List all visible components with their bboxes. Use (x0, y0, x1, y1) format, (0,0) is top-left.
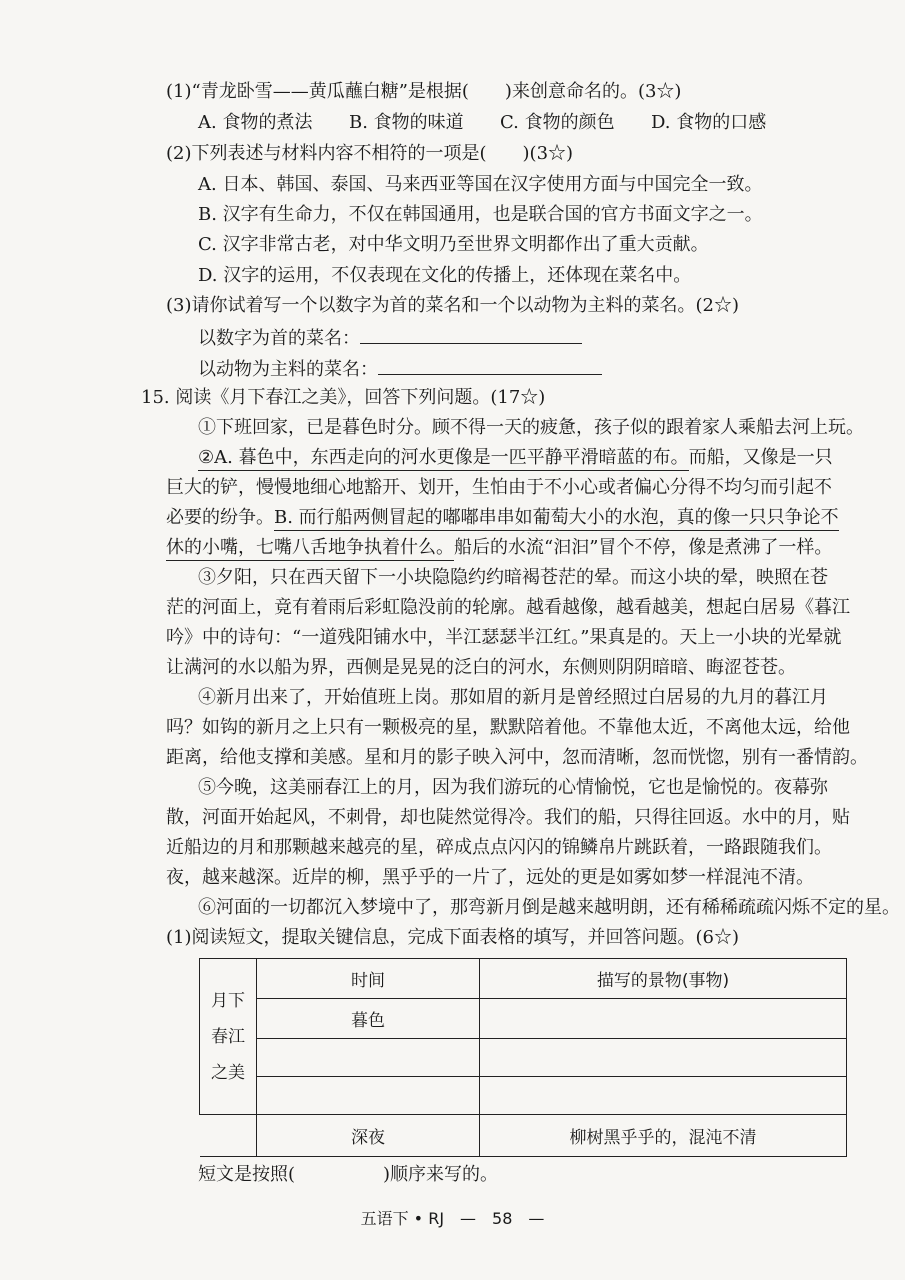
paragraph-2-line-4 (166, 536, 832, 560)
paragraph-2-line-3 (166, 506, 839, 530)
animal-dish-answer-line[interactable] (378, 356, 602, 375)
q14-part2-option-b: B. 汉字有生命力，不仅在韩国通用，也是联合国的官方书面文字之一。 (198, 204, 763, 225)
number-dish-row (198, 325, 582, 351)
row-label-2: 春江 (211, 1026, 245, 1047)
table-row-label (200, 959, 257, 1115)
paragraph-4-line-3: 距离，给他支撑和美感。星和月的影子映入河中，忽而清晰，忽而恍惚，别有一番情韵。 (166, 747, 868, 768)
q15-title: 15. 阅读《月下春江之美》，回答下列问题。(17☆) (141, 387, 546, 408)
paragraph-5-line-4: 夜，越来越深。近岸的柳，黑乎乎的一片了，远处的更是如雾如梦一样混沌不清。 (166, 867, 814, 888)
paragraph-4-line-2: 吗？如钩的新月之上只有一颗极亮的星，默默陪着他。不靠他太近，不离他太远，给他 (166, 717, 850, 738)
option-c: C. 食物的颜色 (500, 112, 615, 133)
row-label-1: 月下 (211, 990, 245, 1011)
scene-cell-4: 柳树黑乎乎的，混沌不清 (480, 1115, 847, 1157)
underlined-sentence-a: ②A. 暮色中，东西走向的河水更像是一匹平静平滑暗蓝的布。 (198, 447, 689, 471)
header-time: 时间 (257, 959, 480, 999)
number-dish-label: 以数字为首的菜名： (198, 328, 360, 349)
paragraph-1: ①下班回家，已是暮色时分。顾不得一天的疲惫，孩子似的跟着家人乘船去河上玩。 (198, 417, 864, 438)
table-corner (200, 1115, 257, 1157)
paragraph-5-line-2: 散，河面开始起风，不刺骨，却也陡然觉得冷。我们的船，只得往回返。水中的月，贴 (166, 807, 850, 828)
paragraph-3-line-2: 茫的河面上，竟有着雨后彩虹隐没前的轮廓。越看越像，越看越美，想起白居易《暮江 (166, 597, 850, 618)
number-dish-answer-line[interactable] (360, 325, 582, 344)
paragraph-2-text: 而船，又像是一只 (688, 447, 833, 468)
underlined-sentence-b-end: 休的小嘴，七嘴八舌地争执着什么。 (166, 537, 454, 561)
q14-part2-option-c: C. 汉字非常古老，对中华文明乃至世界文明都作出了重大贡献。 (198, 234, 709, 255)
q15-part1-stem: (1)阅读短文，提取关键信息，完成下面表格的填写，并回答问题。(6☆) (166, 927, 739, 948)
scene-cell-1[interactable] (480, 999, 847, 1039)
option-d: D. 食物的口感 (651, 112, 767, 133)
row-label-3: 之美 (211, 1062, 245, 1083)
page-footer: 五语下 • RJ — 58 — (360, 1209, 545, 1228)
time-cell-1: 暮色 (257, 999, 480, 1039)
paragraph-2-line-1 (198, 446, 833, 470)
animal-dish-label: 以动物为主料的菜名： (198, 359, 378, 380)
header-scene: 描写的景物(事物) (480, 959, 847, 999)
animal-dish-row (198, 356, 602, 382)
q14-part1-options (198, 111, 766, 135)
time-cell-2[interactable] (257, 1039, 480, 1077)
paragraph-5-line-1: ⑤今晚，这美丽春江上的月，因为我们游玩的心情愉悦，它也是愉悦的。夜幕弥 (198, 777, 828, 798)
option-a: A. 食物的煮法 (198, 112, 313, 133)
q14-part2-stem: (2)下列表述与材料内容不相符的一项是( )(3☆) (166, 143, 574, 164)
paragraph-2-text: 船后的水流“汩汩”冒个不停，像是煮沸了一样。 (454, 537, 833, 558)
paragraph-6: ⑥河面的一切都沉入梦境中了，那弯新月倒是越来越明朗，还有稀稀疏疏闪烁不定的星。 (198, 897, 900, 918)
order-question-text-a: 短文是按照( (198, 1164, 296, 1185)
paragraph-5-line-3: 近船边的月和那颗越来越亮的星，碎成点点闪闪的锦鳞帛片跳跃着，一路跟随我们。 (166, 837, 832, 858)
q14-part3-stem: (3)请你试着写一个以数字为首的菜名和一个以动物为主料的菜名。(2☆) (166, 295, 739, 316)
q14-part1-stem: (1)“青龙卧雪——黄瓜蘸白糖”是根据( )来创意命名的。(3☆) (166, 81, 682, 102)
scene-cell-3[interactable] (480, 1077, 847, 1115)
info-table (199, 958, 847, 1156)
paragraph-2-text: 必要的纷争。 (166, 507, 274, 528)
scene-cell-2[interactable] (480, 1039, 847, 1077)
paragraph-3-line-4: 让满河的水以船为界，西侧是晃晃的泛白的河水，东侧则阴阴暗暗、晦涩苍苍。 (166, 657, 796, 678)
paragraph-2-line-2: 巨大的铲，慢慢地细心地豁开、划开，生怕由于不小心或者偏心分得不均匀而引起不 (166, 477, 832, 498)
order-question (198, 1163, 498, 1187)
time-cell-4: 深夜 (257, 1115, 480, 1157)
paragraph-3-line-3: 吟》中的诗句：“一道残阳铺水中，半江瑟瑟半江红。”果真是的。天上一小块的光晕就 (166, 627, 842, 648)
paragraph-3-line-1: ③夕阳，只在西天留下一小块隐隐约约暗褐苍茫的晕。而这小块的晕，映照在苍 (198, 567, 828, 588)
underlined-sentence-b: B. 而行船两侧冒起的嘟嘟串串如葡萄大小的水泡，真的像一只只争论不 (274, 507, 839, 531)
paragraph-4-line-1: ④新月出来了，开始值班上岗。那如眉的新月是曾经照过白居易的九月的暮江月 (198, 687, 828, 708)
q14-part2-option-d: D. 汉字的运用，不仅表现在文化的传播上，还体现在菜名中。 (198, 265, 692, 286)
order-question-text-b: )顺序来写的。 (383, 1164, 499, 1185)
option-b: B. 食物的味道 (349, 112, 464, 133)
q14-part2-option-a: A. 日本、韩国、泰国、马来西亚等国在汉字使用方面与中国完全一致。 (198, 174, 763, 195)
time-cell-3[interactable] (257, 1077, 480, 1115)
